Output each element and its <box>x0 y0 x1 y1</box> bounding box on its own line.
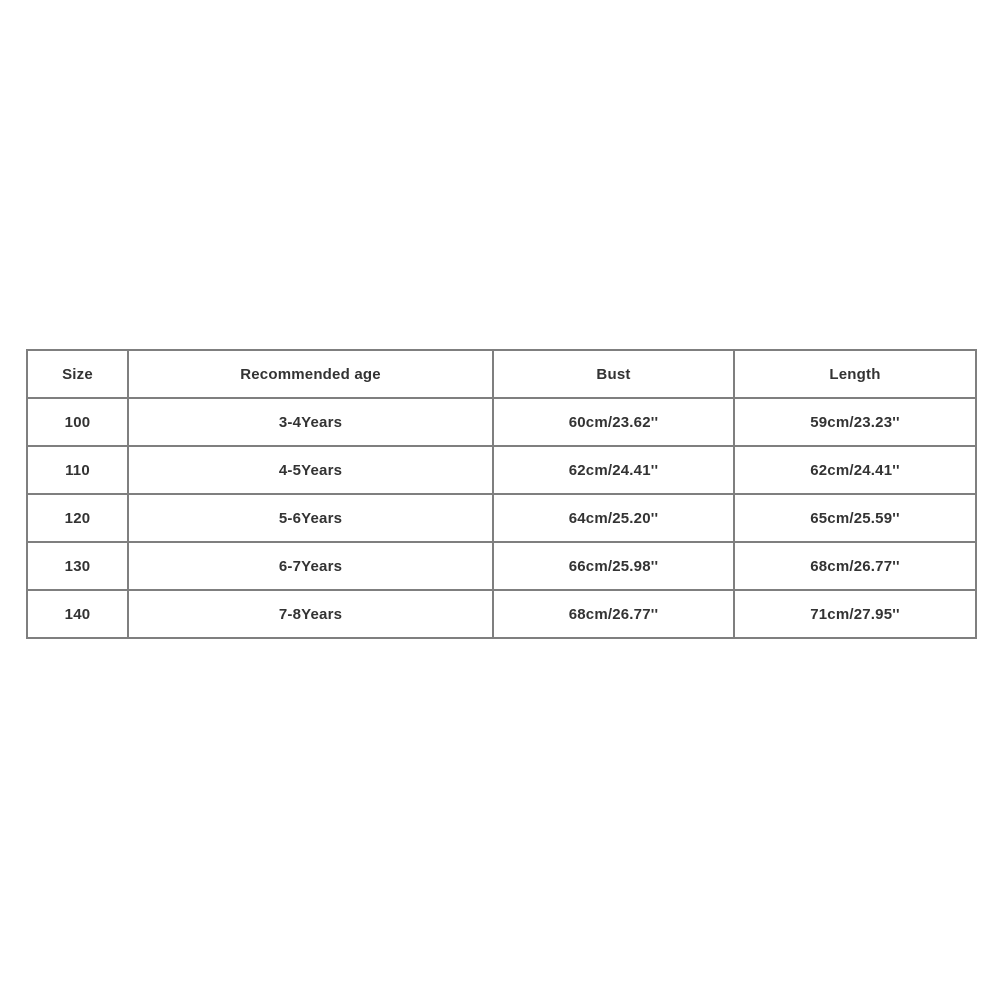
cell-bust: 60cm/23.62'' <box>493 398 734 446</box>
cell-size: 140 <box>27 590 128 638</box>
column-header-length: Length <box>734 350 976 398</box>
table-row <box>27 398 976 446</box>
cell-age: 7-8Years <box>128 590 493 638</box>
cell-length: 71cm/27.95'' <box>734 590 976 638</box>
size-chart-table <box>26 349 977 639</box>
cell-age: 4-5Years <box>128 446 493 494</box>
cell-length: 59cm/23.23'' <box>734 398 976 446</box>
table-row <box>27 494 976 542</box>
cell-bust: 64cm/25.20'' <box>493 494 734 542</box>
table-row <box>27 590 976 638</box>
cell-age: 6-7Years <box>128 542 493 590</box>
cell-length: 65cm/25.59'' <box>734 494 976 542</box>
cell-length: 62cm/24.41'' <box>734 446 976 494</box>
cell-age: 3-4Years <box>128 398 493 446</box>
cell-bust: 62cm/24.41'' <box>493 446 734 494</box>
cell-size: 130 <box>27 542 128 590</box>
cell-size: 120 <box>27 494 128 542</box>
cell-size: 100 <box>27 398 128 446</box>
table-row <box>27 542 976 590</box>
table-row <box>27 446 976 494</box>
column-header-bust: Bust <box>493 350 734 398</box>
size-chart-header <box>27 350 976 398</box>
cell-age: 5-6Years <box>128 494 493 542</box>
column-header-age: Recommended age <box>128 350 493 398</box>
size-chart-body <box>27 398 976 638</box>
cell-bust: 68cm/26.77'' <box>493 590 734 638</box>
cell-size: 110 <box>27 446 128 494</box>
header-row <box>27 350 976 398</box>
cell-bust: 66cm/25.98'' <box>493 542 734 590</box>
cell-length: 68cm/26.77'' <box>734 542 976 590</box>
column-header-size: Size <box>27 350 128 398</box>
